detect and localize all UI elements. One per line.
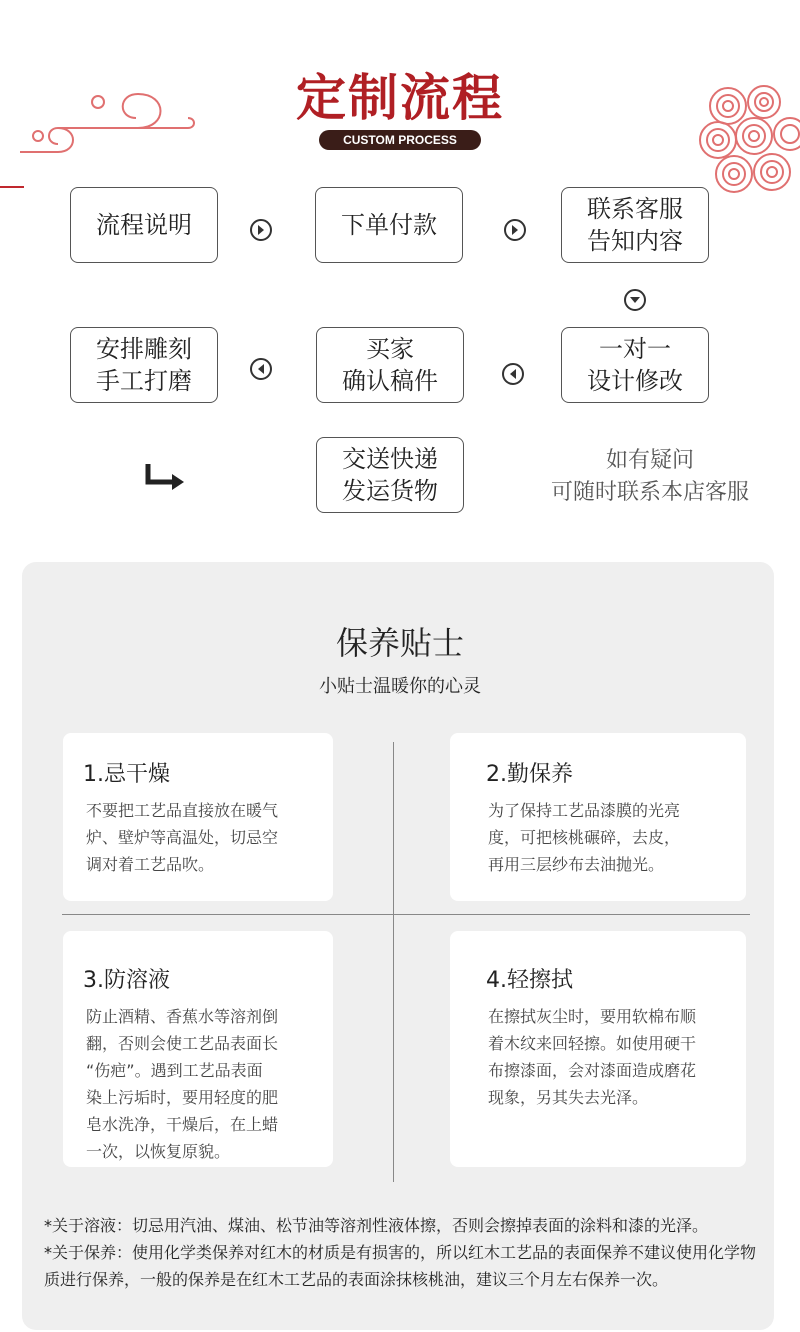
tip-card-heading: 4.轻擦拭 — [486, 968, 573, 993]
step-box-1 — [70, 187, 218, 263]
divider-vertical — [393, 742, 394, 1182]
arrow-down-circle-icon — [623, 288, 647, 312]
tip-card-2 — [450, 733, 746, 901]
tips-subtitle: 小贴士温暖你的心灵 — [319, 676, 481, 697]
step-box-6 — [70, 327, 218, 403]
step-box-2 — [315, 187, 463, 263]
step-box-7 — [316, 437, 464, 513]
tips-title: 保养贴士 — [335, 624, 464, 662]
arrow-right-circle-icon — [503, 218, 527, 242]
arrow-right-circle-icon — [249, 218, 273, 242]
step-box-4 — [561, 327, 709, 403]
turn-arrow-icon — [142, 462, 186, 492]
tip-card-1 — [63, 733, 333, 901]
step-label: 下单付款 — [341, 211, 437, 239]
step-label: 交送快递 发运货物 — [342, 445, 438, 505]
divider-horizontal — [62, 914, 750, 915]
page-subtitle-badge: CUSTOM PROCESS — [319, 130, 481, 150]
step-label: 联系客服 告知内容 — [587, 195, 683, 255]
tip-card-body: 在擦拭灰尘时，要用软棉布顺 着木纹来回轻擦。如使用硬干 布擦漆面，会对漆面造成磨花 现象，另其失去光泽。 — [488, 1007, 697, 1107]
tip-card-body: 防止酒精、香蕉水等溶剂倒 翻，否则会使工艺品表面长 “伤疤”。遇到工艺品表面 染上污垢时，要用轻度的肥 皂水洗净，干燥后，在上蜡 一次，以恢复原貌。 — [86, 1007, 279, 1161]
left-accent-line — [0, 186, 24, 188]
footnote-solution: *关于溶液：切忌用汽油、煤油、松节油等溶剂性液体擦，否则会擦掉表面的涂料和漆的光泽。 — [44, 1216, 709, 1235]
step-label: 买家 确认稿件 — [342, 335, 438, 395]
tip-card-heading: 2.勤保养 — [486, 762, 573, 787]
step-box-5 — [316, 327, 464, 403]
tip-card-3 — [63, 931, 333, 1167]
footnote-maintenance: *关于保养：使用化学类保养对红木的材质是有损害的，所以红木工艺品的表面保养不建议使用化学物质进行保养，一般的保养是在红木工艺品的表面涂抹核桃油，建议三个月左右保养一次。 — [44, 1243, 757, 1289]
tip-card-body: 为了保持工艺品漆膜的光亮 度，可把核桃碾碎，去皮， 再用三层纱布去油抛光。 — [488, 801, 681, 874]
step-box-3 — [561, 187, 709, 263]
page-title: 定制流程 — [296, 69, 504, 127]
tip-card-heading: 3.防溶液 — [83, 968, 170, 993]
tip-card-heading: 1.忌干燥 — [83, 762, 170, 787]
contact-note: 如有疑问 可随时联系本店客服 — [550, 448, 749, 505]
tip-card-body: 不要把工艺品直接放在暖气 炉、壁炉等高温处，切忌空 调对着工艺品吹。 — [86, 801, 279, 874]
tip-card-4 — [450, 931, 746, 1167]
step-label: 安排雕刻 手工打磨 — [96, 335, 192, 395]
step-label: 流程说明 — [96, 211, 192, 239]
step-label: 一对一 设计修改 — [587, 335, 683, 395]
arrow-left-circle-icon — [501, 362, 525, 386]
arrow-left-circle-icon — [249, 357, 273, 381]
